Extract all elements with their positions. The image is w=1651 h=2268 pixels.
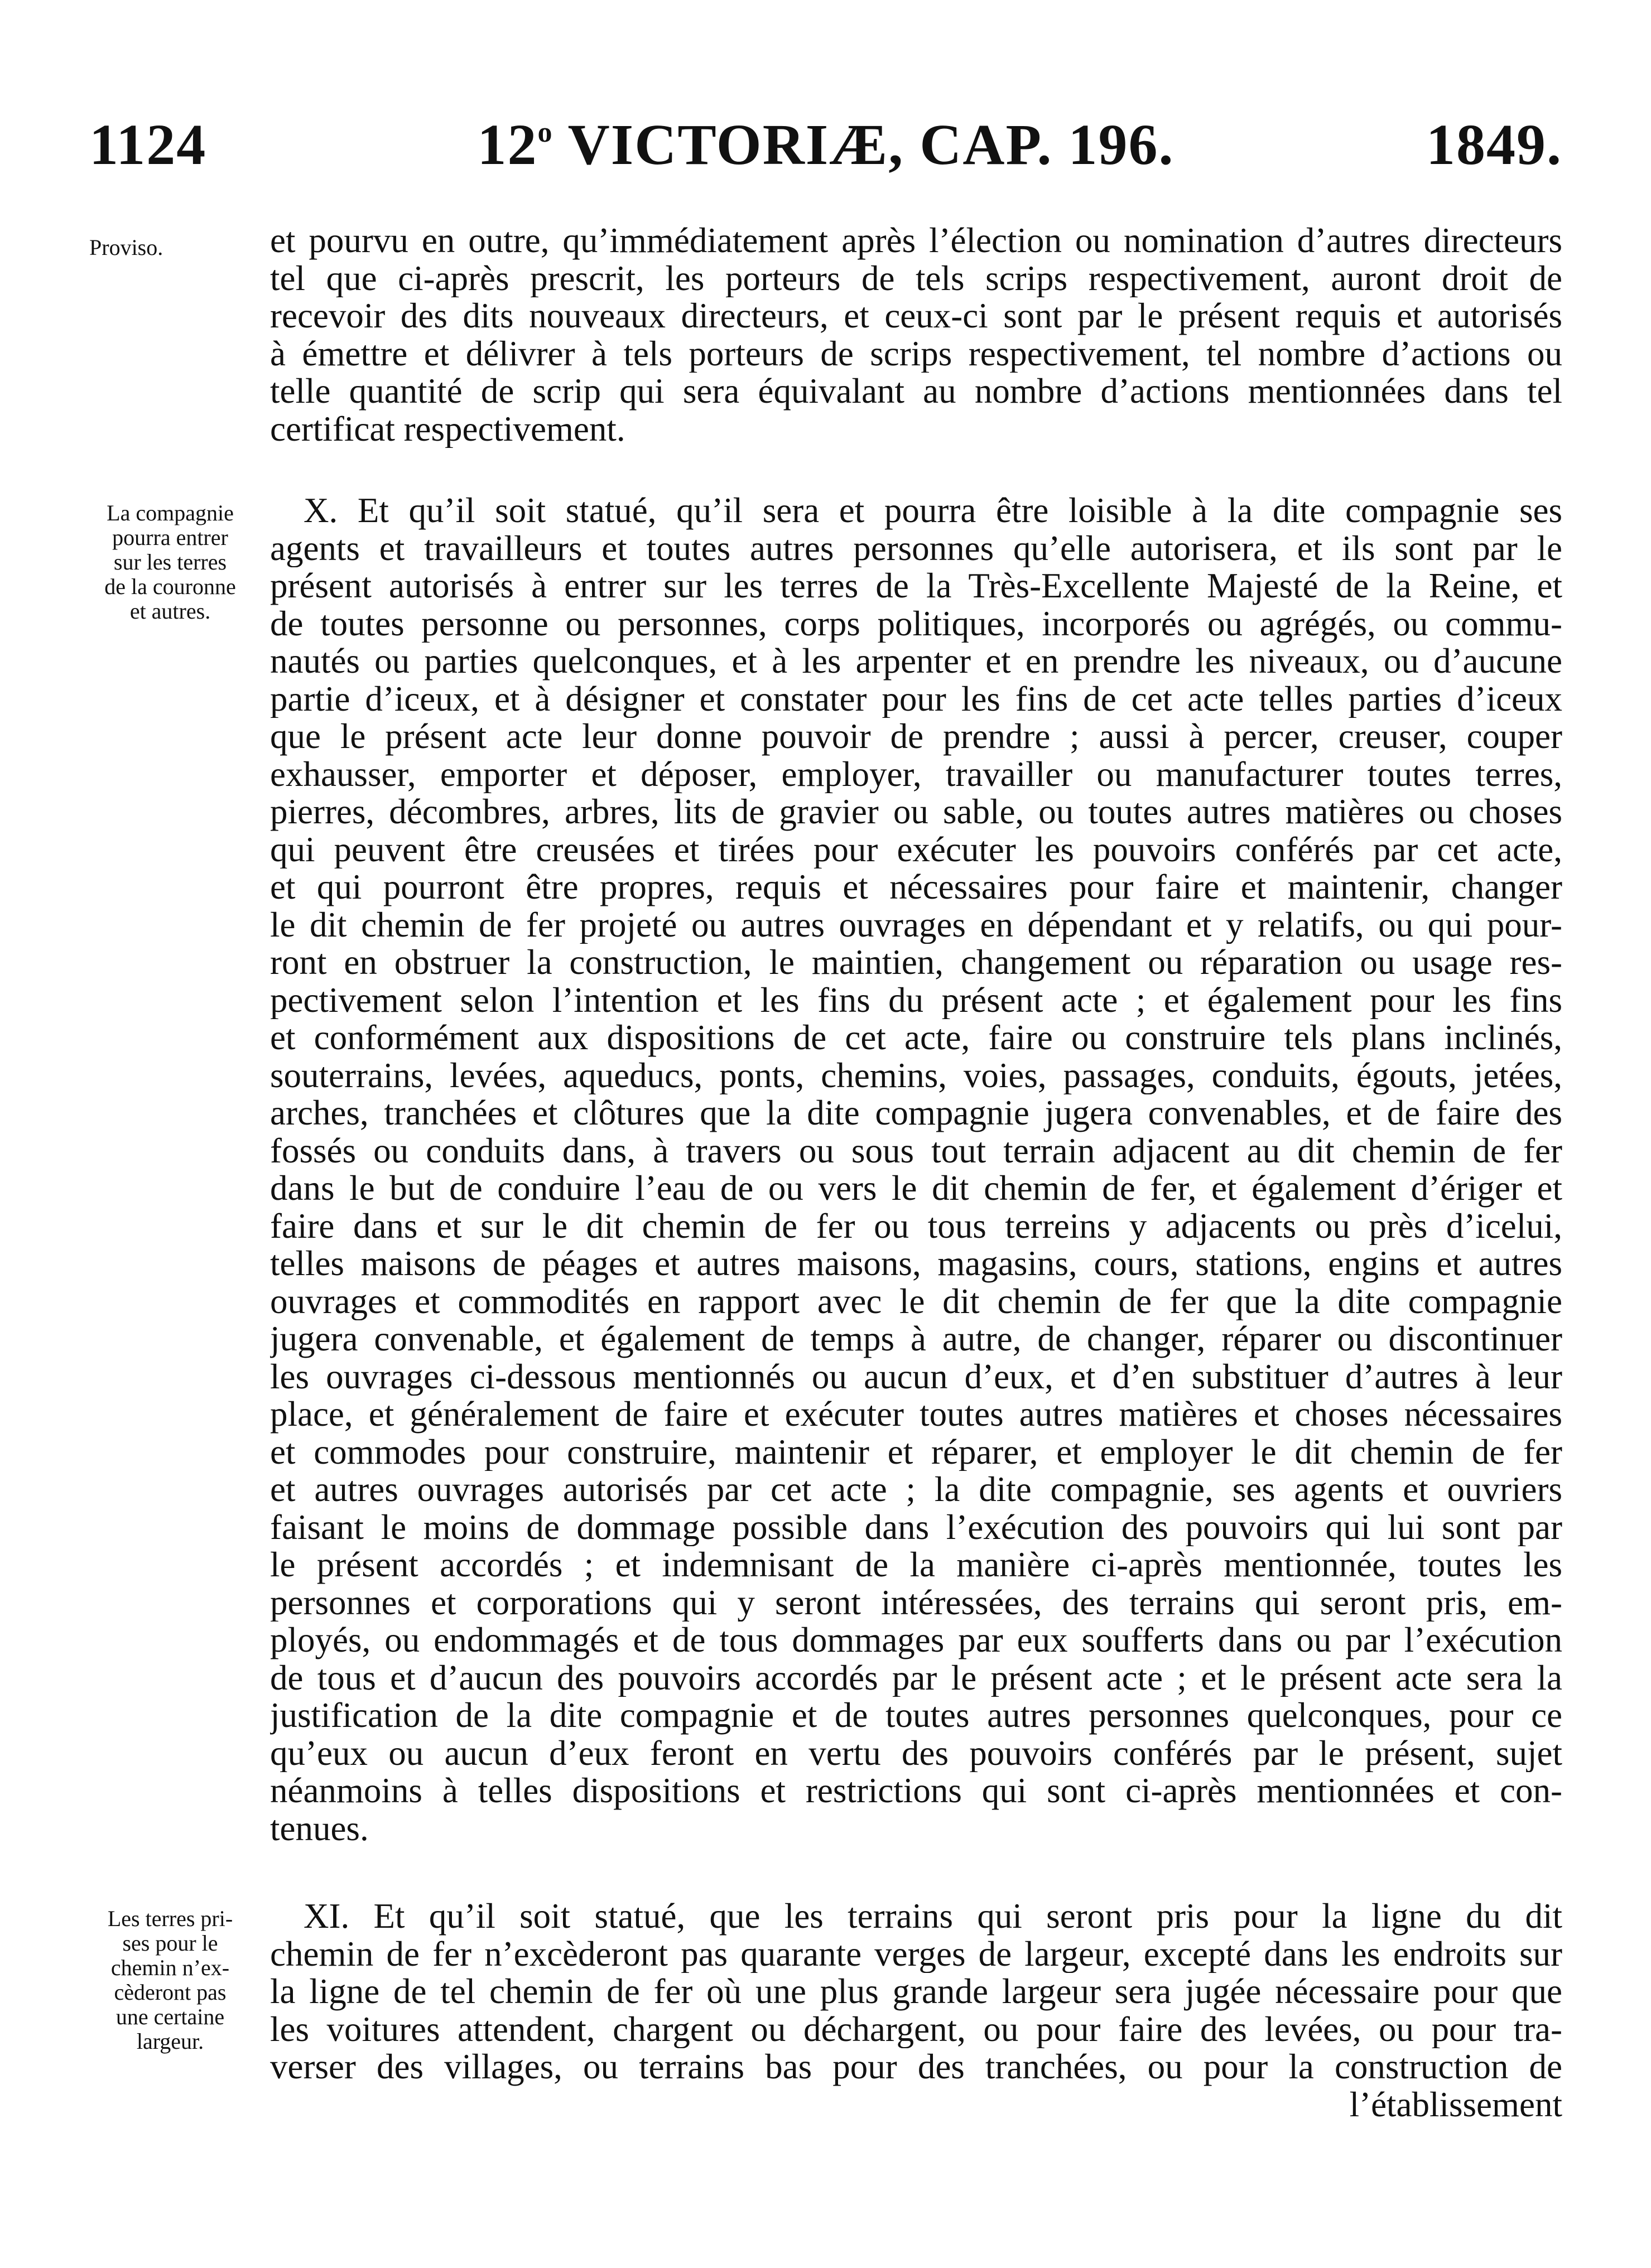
text-line: souterrains, levées, aqueducs, ponts, chemins, voies, passages, conduits, égouts, jetées, xyxy=(270,1056,1562,1094)
text-line: néanmoins à telles dispositions et restrictions qui sont ci-après mentionnées et con- xyxy=(270,1772,1562,1810)
margin-note-line: sur les terres xyxy=(113,550,227,575)
text-line: arches, tranchées et clôtures que la dite compagnie jugera convenables, et de faire des xyxy=(270,1094,1562,1132)
margin-note-line: pourra entrer xyxy=(112,525,228,550)
text-line: agents et travailleurs et toutes autres personnes qu’elle autorisera, et ils sont par le xyxy=(270,529,1562,567)
text-line: justification de la dite compagnie et de toutes autres personnes quelconques, pour ce xyxy=(270,1697,1562,1735)
text-line: et conformément aux dispositions de cet acte, faire ou construire tels plans inclinés, xyxy=(270,1019,1562,1057)
text-line: pierres, décombres, arbres, lits de gravier ou sable, ou toutes autres matières ou choses xyxy=(270,793,1562,831)
margin-note-line: Proviso. xyxy=(89,235,163,260)
text-line: qu’eux ou aucun d’eux feront en vertu des pouvoirs conférés par le présent, sujet xyxy=(270,1734,1562,1772)
section-text xyxy=(270,1898,1562,2124)
section-text xyxy=(270,492,1562,1847)
text-line: et commodes pour construire, maintenir et réparer, et employer le dit chemin de fer xyxy=(270,1433,1562,1471)
text-line: ront en obstruer la construction, le maintien, changement ou réparation ou usage res- xyxy=(270,944,1562,982)
page-number: 1124 xyxy=(89,113,207,177)
text-line: fossés ou conduits dans, à travers ou sous tout terrain adjacent au dit chemin de fer xyxy=(270,1132,1562,1170)
text-line: X. Et qu’il soit statué, qu’il sera et pourra être loisible à la dite compagnie ses xyxy=(304,492,1562,530)
text-line: personnes et corporations qui y seront intéressées, des terrains qui seront pris, em- xyxy=(270,1584,1562,1622)
text-line: verser des villages, ou terrains bas pour des tranchées, ou pour la construction de xyxy=(270,2048,1562,2086)
text-line: exhausser, emporter et déposer, employer, travailler ou manufacturer toutes terres, xyxy=(270,755,1562,793)
text-line: à émettre et délivrer à tels porteurs de scrips respectivement, tel nombre d’actions ou xyxy=(270,335,1562,373)
margin-note-line: de la couronne xyxy=(104,575,236,599)
margin-note-line: largeur. xyxy=(136,2029,204,2054)
title-main: VICTORIÆ, CAP. 196. xyxy=(553,113,1175,177)
text-line: présent autorisés à entrer sur les terres de la Très-Excellente Majesté de la Reine, et xyxy=(270,567,1562,605)
text-line: telle quantité de scrip qui sera équivalant au nombre d’actions mentionnées dans tel xyxy=(270,373,1562,411)
text-line: faisant le moins de dommage possible dans l’exécution des pouvoirs qui lui sont par xyxy=(270,1508,1562,1546)
chapter-title xyxy=(89,112,1562,178)
margin-note xyxy=(89,501,251,624)
text-line: de toutes personne ou personnes, corps politiques, incorporés ou agrégés, ou commu- xyxy=(270,605,1562,643)
text-line: et autres ouvrages autorisés par cet acte ; la dite compagnie, ses agents et ouvriers xyxy=(270,1471,1562,1509)
running-header xyxy=(89,112,1562,184)
text-line: faire dans et sur le dit chemin de fer ou tous terreins y adjacents ou près d’icelui, xyxy=(270,1207,1562,1245)
margin-note-line: ses pour le xyxy=(122,1931,218,1956)
text-line: le présent accordés ; et indemnisant de la manière ci-après mentionnée, toutes les xyxy=(270,1546,1562,1584)
text-line: et pourvu en outre, qu’immédiatement après l’élection ou nomination d’autres directeurs xyxy=(270,222,1562,260)
text-line: ouvrages et commodités en rapport avec le dit chemin de fer que la dite compagnie xyxy=(270,1282,1562,1320)
margin-note-line: La compagnie xyxy=(107,501,234,525)
text-line: les voitures attendent, chargent ou déchargent, ou pour faire des levées, ou pour tra- xyxy=(270,2010,1562,2048)
text-line: partie d’iceux, et à désigner et constater pour les fins de cet acte telles parties d’iceux xyxy=(270,680,1562,718)
text-line: certificat respectivement. xyxy=(270,410,625,448)
text-line: chemin de fer n’excèderont pas quarante verges de largeur, excepté dans les endroits sur xyxy=(270,1935,1562,1973)
margin-note-line: et autres. xyxy=(129,599,211,624)
margin-note-line: Les terres pri- xyxy=(107,1907,233,1931)
text-line: telles maisons de péages et autres maisons, magasins, cours, stations, engins et autres xyxy=(270,1245,1562,1283)
catchword: l’établissement xyxy=(1349,2086,1562,2124)
text-line: le dit chemin de fer projeté ou autres ouvrages en dépendant et y relatifs, ou qui pour- xyxy=(270,906,1562,944)
header-year: 1849. xyxy=(1426,113,1562,177)
margin-note xyxy=(89,1907,251,2054)
title-superscript: o xyxy=(537,117,553,148)
margin-note-line: une certaine xyxy=(115,2005,225,2029)
margin-note-line: chemin n’ex- xyxy=(110,1956,230,1980)
margin-note-line: cèderont pas xyxy=(114,1980,227,2005)
section-text xyxy=(270,222,1562,448)
text-line: tel que ci-après prescrit, les porteurs de tels scrips respectivement, auront droit de xyxy=(270,259,1562,297)
text-line: nautés ou parties quelconques, et à les arpenter et en prendre les niveaux, ou d’aucune xyxy=(270,643,1562,681)
text-line: ployés, ou endommagés et de tous dommages par eux soufferts dans ou par l’exécution xyxy=(270,1622,1562,1659)
text-line: tenues. xyxy=(270,1809,369,1847)
text-line: et qui pourront être propres, requis et nécessaires pour faire et maintenir, changer xyxy=(270,868,1562,906)
text-line: de tous et d’aucun des pouvoirs accordés par le présent acte ; et le présent acte sera la xyxy=(270,1659,1562,1697)
text-line: qui peuvent être creusées et tirées pour exécuter les pouvoirs conférés par cet acte, xyxy=(270,831,1562,868)
text-line: place, et généralement de faire et exécuter toutes autres matières et choses nécessaires xyxy=(270,1396,1562,1434)
text-line: recevoir des dits nouveaux directeurs, et ceux-ci sont par le présent requis et autorisés xyxy=(270,297,1562,335)
text-line: que le présent acte leur donne pouvoir de prendre ; aussi à percer, creuser, couper xyxy=(270,718,1562,756)
text-line: la ligne de tel chemin de fer où une plus grande largeur sera jugée nécessaire pour que xyxy=(270,1973,1562,2011)
title-prefix: 12 xyxy=(477,113,538,177)
text-line: pectivement selon l’intention et les fins du présent acte ; et également pour les fins xyxy=(270,981,1562,1019)
text-line: XI. Et qu’il soit statué, que les terrains qui seront pris pour la ligne du dit xyxy=(304,1898,1562,1936)
margin-note xyxy=(89,235,251,260)
text-line: dans le but de conduire l’eau de ou vers le dit chemin de fer, et également d’ériger et xyxy=(270,1170,1562,1208)
text-line: les ouvrages ci-dessous mentionnés ou aucun d’eux, et d’en substituer d’autres à leur xyxy=(270,1358,1562,1396)
text-line: jugera convenable, et également de temps à autre, de changer, réparer ou discontinuer xyxy=(270,1320,1562,1358)
